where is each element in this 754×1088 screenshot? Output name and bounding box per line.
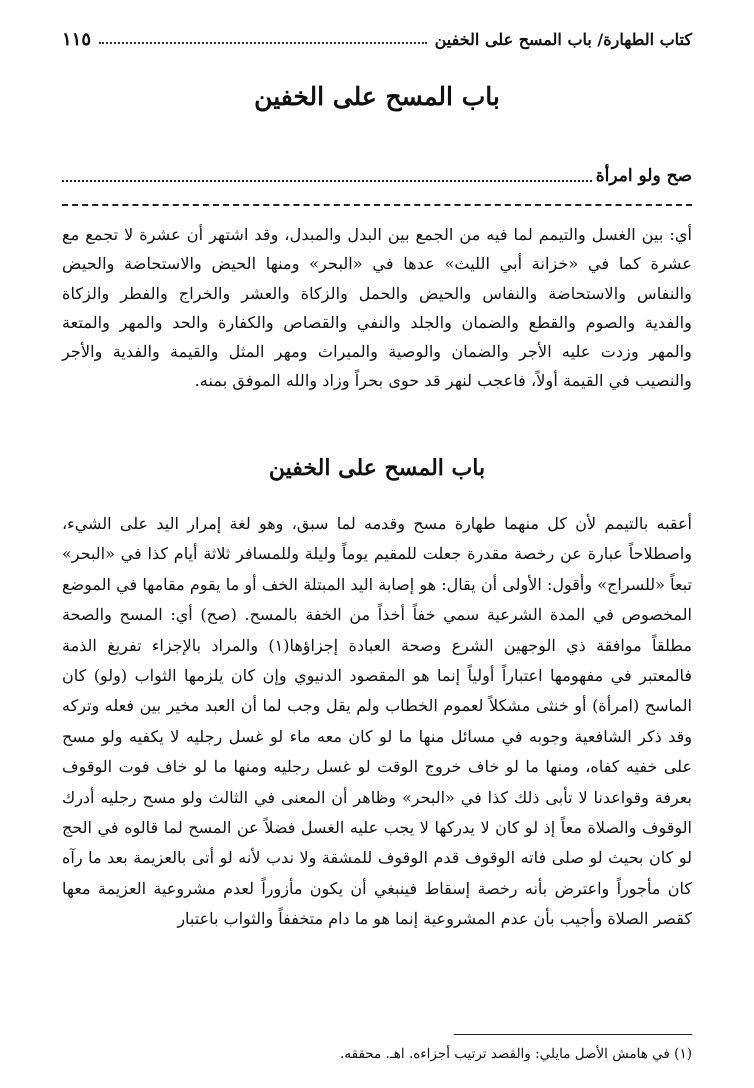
section-title: باب المسح على الخفين — [268, 455, 486, 481]
page-number: ١١٥ — [62, 28, 92, 50]
running-title: كتاب الطهارة/ باب المسح على الخفين — [434, 29, 692, 49]
book-page — [62, 24, 692, 1064]
header-dot-leader — [99, 42, 427, 44]
matn-text: صح ولو امرأة — [595, 166, 692, 186]
footnote: (١) في هامش الأصل مايلي: والقصد ترتيب أجزاءه. اهـ. محققه. — [340, 1046, 692, 1062]
commentary-paragraph-1: أي: بين الغسل والتيمم لما فيه من الجمع بين البدل والمبدل، وقد اشتهر أن عشرة لا تجمع مع عشرة كما في «خزانة أبي الليث» عدها في «البحر» ومنها الحيض والاستحاضة والحيض والنفاس والاستحاضة والنفاس والحيض والحمل والزكاة والعشر والخراج والفطر والزكاة والفدية والصوم والقطع والضمان والجلد والنفي والقصاص والكفارة والحد والمهر والمتعة والمهر وزدت عليه الأجر والضمان والوصية والميراث ومهر المثل والقيمة والفدية والأجر والنصيب في القيمة أولاً، فاعجب لنهر قد حوى بحراً وزاد والله الموفق بمنه. — [62, 225, 692, 391]
commentary-paragraph-2: أعقبه بالتيمم لأن كل منهما طهارة مسح وقدمه لما سبق، وهو لغة إمرار اليد على الشيء، واصطلاحاً عبارة عن رخصة مقدرة جعلت للمقيم يوماً وليلة وللمسافر ثلاثة أيام كذا في «البحر» تبعاً «للسراج» وأقول: الأولى أن يقال: هو إصابة اليد المبتلة الخف أو ما يقوم مقامها في الموضع المخصوص في المدة الشرعية سمي خفاً أخذاً من الخفة بالمسح. (صح) أي: المسح والصحة مطلقاً موافقة ذي الوجهين الشرع وصحة العبادة إجزاؤها(١) والمراد بالإجزاء تفريغ الذمة فالمعتبر في مفهومها اعتباراً أولياً إنما هو المقصود الدنيوي وإن كان يلزمها الثواب (ولو) كان الماسح (امرأة) أو خنثى مشكلاً لعموم الخطاب ولم يقل وجب لما أن العبد مخير بين فعله وتركه وقد ذكر الشافعية وجوبه في مسائل منها ما لو كان معه ماء لو غسل رجليه لا يكفيه ولو مسح على خفيه كفاه، ومنها ما لو خاف خروج الوقت لو غسل رجليه ومنها ما لو خاف فوت الوقوف بعرفة وقواعدنا لا تأبى ذلك كذا في «البحر» وظاهر أن المعنى في الثالث ولو مسح رجليه أدرك الوقوف والصلاة معاً إذ لو كان لا يدركها لا يجب عليه الغسل فضلاً عن المسح لما قالوه في الحج لو كان بحيث لو صلى فاته الوقوف قدم الوقوف للمشقة ولا ندب لأنه لو أتى بالعزيمة بعد ما رآه كان مأجوراً واعترض بأنه رخصة إسقاط فينبغي أن يكون مأزوراً لعدم مشروعية العزيمة معها كقصر الصلاة وأجيب بأن عدم المشروعية إنما هو ما دام متخففاً والثواب باعتبار — [62, 514, 693, 929]
footnote-rule — [454, 1034, 692, 1035]
separator-rule — [62, 204, 692, 206]
matn-dot-leader — [62, 180, 592, 182]
matn-line — [62, 162, 692, 190]
running-header — [62, 24, 692, 54]
chapter-title: باب المسح على الخفين — [254, 82, 500, 111]
